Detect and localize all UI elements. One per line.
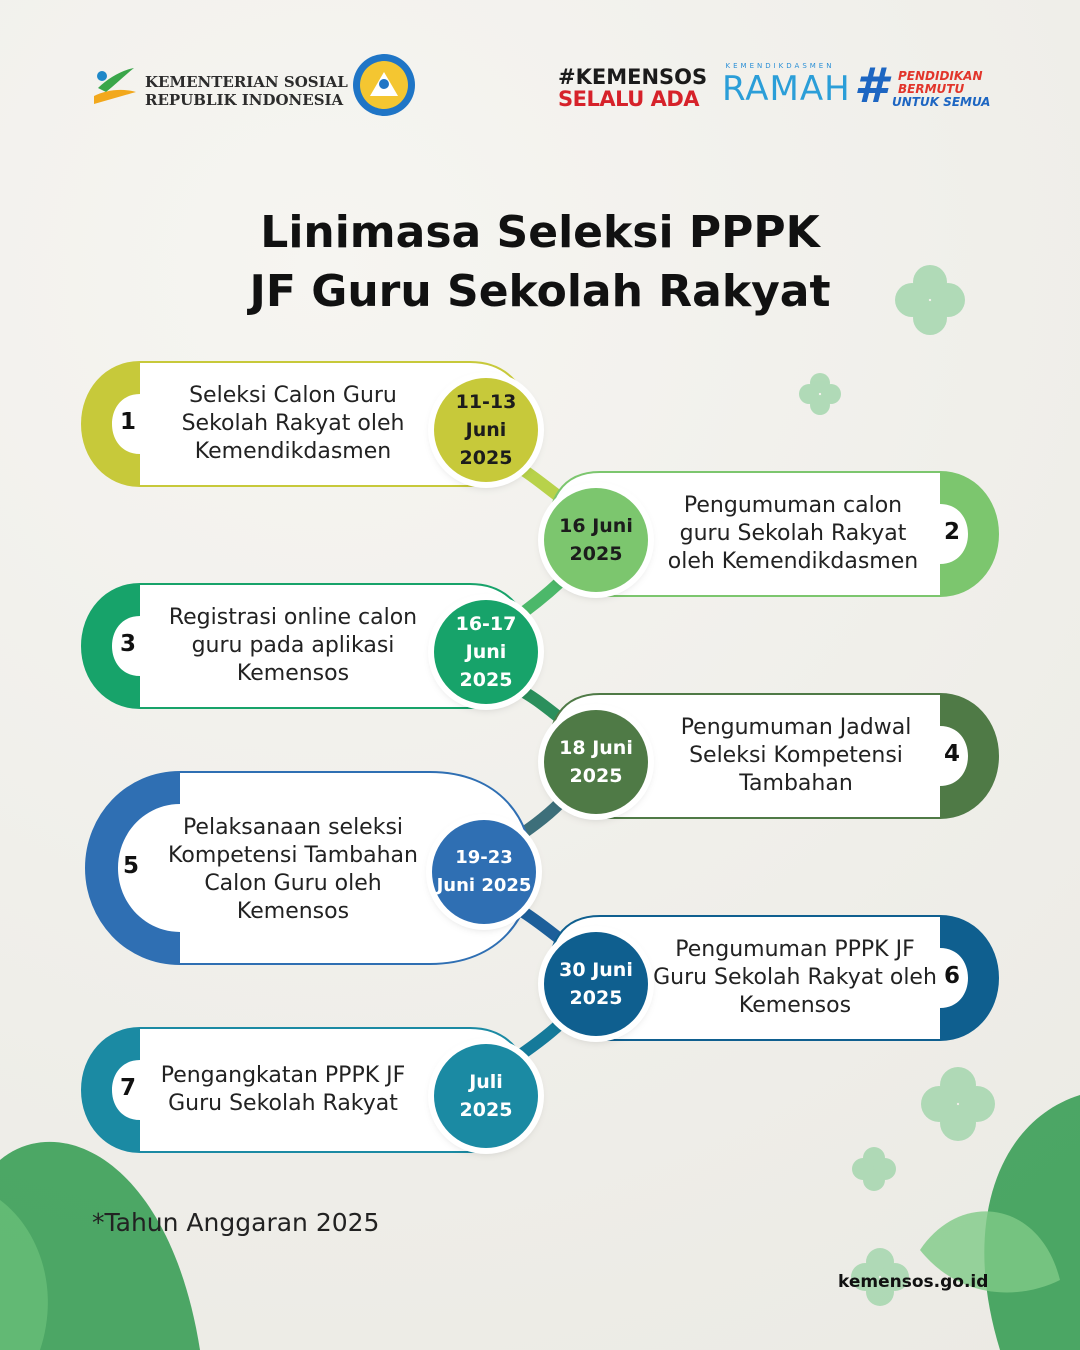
step-text-4: Pengumuman Jadwal Seleksi Kompetensi Tambahan xyxy=(680,715,912,796)
ministry-name-line1: KEMENTERIAN SOSIAL xyxy=(145,73,348,91)
step-date-4-label: 18 Juni 2025 xyxy=(559,737,633,787)
step-date-2-label: 16 Juni 2025 xyxy=(559,515,633,565)
step-date-6-label: 30 Juni 2025 xyxy=(559,959,633,1009)
step-text-1: Seleksi Calon Guru Sekolah Rakyat oleh Kemendikdasmen xyxy=(181,383,405,464)
step-number-2: 2 xyxy=(943,519,960,545)
step-number-1: 1 xyxy=(119,409,136,435)
step-date-6 xyxy=(544,932,648,1036)
step-date-5 xyxy=(432,820,536,924)
ramah-small-text: KEMENDIKDASMEN xyxy=(725,62,835,70)
step-text-6: Pengumuman PPPK JF Guru Sekolah Rakyat oleh Kemensos xyxy=(653,937,937,1018)
step-text-3: Registrasi online calon guru pada aplikasi Kemensos xyxy=(168,605,418,686)
website-link[interactable]: kemensos.go.id xyxy=(838,1272,989,1292)
step-number-5: 5 xyxy=(122,853,139,879)
tag-kemensos-line2: SELALU ADA xyxy=(558,87,700,111)
step-date-7-label: Juli 2025 xyxy=(459,1071,513,1121)
step-date-7 xyxy=(434,1044,538,1148)
step-text-5: Pelaksanaan seleksi Kompetensi Tambahan Calon Guru oleh Kemensos xyxy=(168,815,418,924)
step-date-3-label: 16-17 Juni 2025 xyxy=(455,613,517,691)
ramah-text: RAMAH xyxy=(722,69,851,109)
page-title-line1: Linimasa Seleksi PPPK xyxy=(260,207,820,258)
step-date-4 xyxy=(544,710,648,814)
ministry-name-line2: REPUBLIK INDONESIA xyxy=(145,91,344,109)
hash-icon: # xyxy=(854,58,888,114)
step-number-3: 3 xyxy=(119,631,136,657)
step-date-1-label: 11-13 Juni 2025 xyxy=(455,391,517,469)
pendidikan-line1: PENDIDIKAN xyxy=(898,69,983,83)
footnote: *Tahun Anggaran 2025 xyxy=(92,1208,380,1237)
step-date-3 xyxy=(434,600,538,704)
step-number-4: 4 xyxy=(943,741,960,767)
tag-kemensos-line1: #KEMENSOS xyxy=(558,65,708,89)
step-text-2: Pengumuman calon guru Sekolah Rakyat oleh Kemendikdasmen xyxy=(667,493,919,574)
pendidikan-line3: UNTUK SEMUA xyxy=(892,95,991,109)
page-title-line2: JF Guru Sekolah Rakyat xyxy=(249,266,831,317)
step-text-7: Pengangkatan PPPK JF Guru Sekolah Rakyat xyxy=(160,1063,406,1116)
pendidikan-line2: BERMUTU xyxy=(898,82,965,96)
step-number-7: 7 xyxy=(119,1075,136,1101)
step-number-6: 6 xyxy=(943,963,960,989)
step-date-5-label: 19-23 Juni 2025 xyxy=(436,847,532,896)
step-date-2 xyxy=(544,488,648,592)
step-date-1 xyxy=(434,378,538,482)
